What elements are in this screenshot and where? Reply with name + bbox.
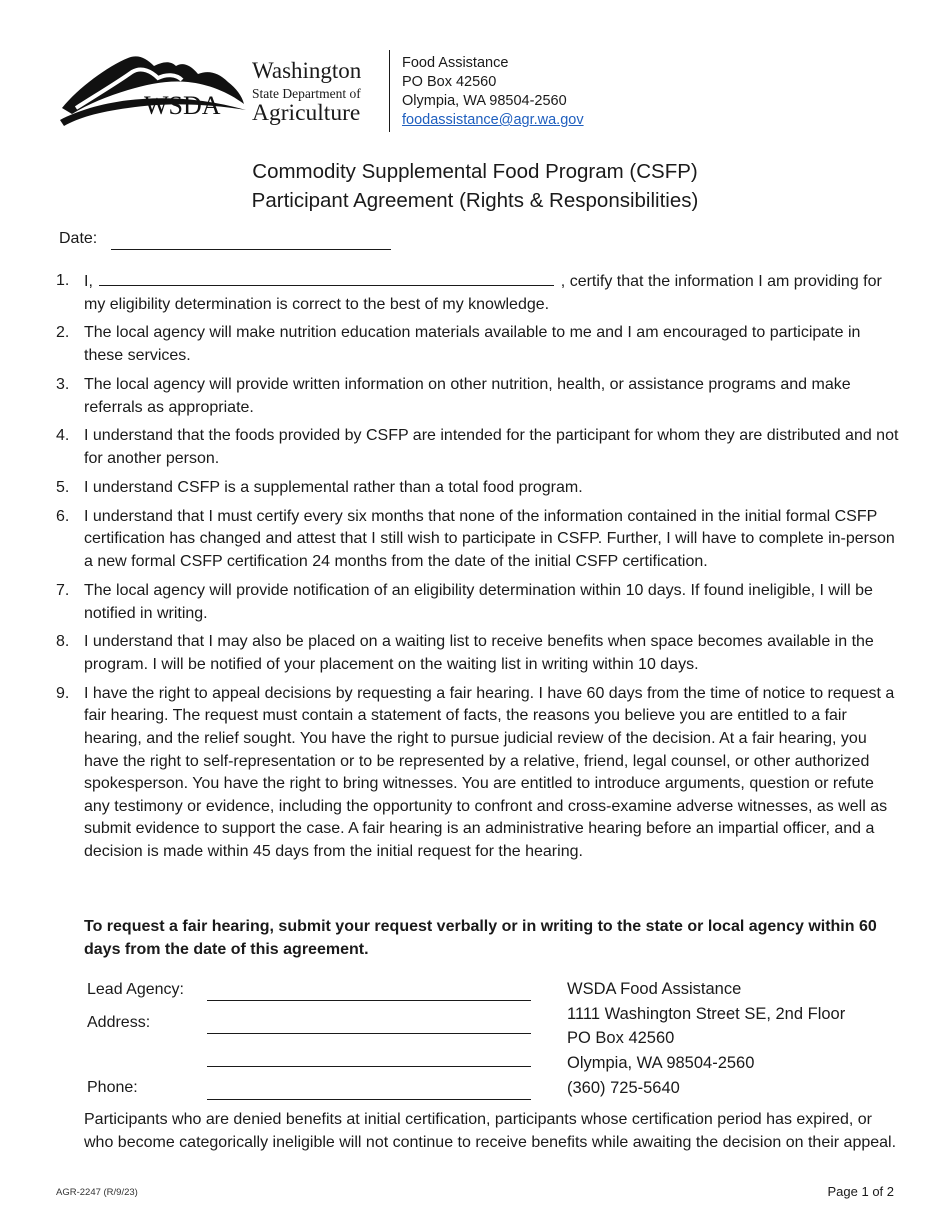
list-item bbox=[56, 322, 901, 367]
contact-email-link[interactable]: foodassistance@agr.wa.gov bbox=[402, 112, 584, 128]
item-number: 5. bbox=[56, 478, 70, 496]
list-item bbox=[56, 374, 901, 419]
list-item bbox=[56, 477, 901, 500]
agency-phone: (360) 725-5640 bbox=[567, 1079, 680, 1097]
item-number: 9. bbox=[56, 684, 70, 702]
lead-agency-field[interactable] bbox=[207, 1000, 531, 1001]
list-item bbox=[56, 683, 901, 864]
item-text-post: , certify that the information I am providing for my eligibility determination is correct to the best of my knowledge. bbox=[84, 273, 882, 313]
item-text: The local agency will make nutrition education materials available to me and I am encouraged to participate in these services. bbox=[84, 324, 861, 365]
contact-pobox: PO Box 42560 bbox=[402, 74, 497, 90]
item-number: 6. bbox=[56, 507, 70, 525]
item-text: The local agency will provide notification of an eligibility determination within 10 days. If found ineligible, I will be notified in writing. bbox=[84, 581, 873, 622]
item-text bbox=[84, 270, 901, 316]
address-field-line1[interactable] bbox=[207, 1033, 531, 1034]
agency-street: 1111 Washington Street SE, 2nd Floor bbox=[567, 1005, 846, 1023]
org-name-line2: State Department of bbox=[252, 86, 361, 101]
lead-agency-label: Lead Agency: bbox=[87, 981, 184, 998]
form-number: AGR-2247 (R/9/23) bbox=[56, 1187, 138, 1198]
item-number: 3. bbox=[56, 375, 70, 393]
item-text: I understand that I must certify every six months that none of the information contained in the initial formal CSFP certification has changed and attest that I still wish to participate in CSFP. Further, I will have to complete in-person a new formal CSFP certification 24 months from the date of the initial CSFP certification. bbox=[84, 507, 895, 571]
item-number: 2. bbox=[56, 324, 70, 342]
item-text: I understand CSFP is a supplemental rather than a total food program. bbox=[84, 478, 583, 496]
phone-label: Phone: bbox=[87, 1079, 138, 1096]
org-name-line3: Agriculture bbox=[252, 100, 361, 126]
participant-name-field[interactable] bbox=[99, 270, 554, 286]
contact-city: Olympia, WA 98504-2560 bbox=[402, 93, 567, 109]
item-number: 1. bbox=[56, 272, 70, 289]
date-field[interactable] bbox=[111, 249, 391, 250]
page-number: Page 1 of 2 bbox=[827, 1184, 894, 1199]
fair-hearing-note: To request a fair hearing, submit your request verbally or in writing to the state or local agency within 60 days from the date of this agreement. bbox=[84, 918, 877, 958]
phone-field[interactable] bbox=[207, 1099, 531, 1100]
item-text-pre: I, bbox=[84, 273, 93, 290]
list-item bbox=[56, 425, 901, 470]
document-subtitle: Participant Agreement (Rights & Responsibilities) bbox=[251, 189, 699, 212]
item-text: I have the right to appeal decisions by requesting a fair hearing. I have 60 days from the time of notice to request a fair hearing. The request must contain a statement of facts, the reasons you believe you are entitled to a fair hearing, and the relief sought. You have the right to pursue judicial review of the decision. At a fair hearing, you have the right to self-representation or to be represented by a relative, friend, legal counsel, or other authorized spokesperson. You have the right to bring witnesses. You are entitled to introduce arguments, question or refute any testimony or evidence, including the opportunity to confront and cross-examine adverse witnesses, as well as submit evidence to support the case. A fair hearing is an administrative hearing before an impartial officer, and a decision is made within 45 days from the initial request for the hearing. bbox=[84, 684, 895, 861]
list-item bbox=[56, 580, 901, 625]
agency-name: WSDA Food Assistance bbox=[567, 980, 742, 998]
org-name-line1: Washington bbox=[252, 58, 362, 83]
agency-city: Olympia, WA 98504-2560 bbox=[567, 1054, 755, 1072]
address-label: Address: bbox=[87, 1014, 151, 1031]
item-number: 8. bbox=[56, 633, 70, 651]
contact-dept: Food Assistance bbox=[402, 55, 509, 71]
item-number: 7. bbox=[56, 581, 70, 599]
item-text: The local agency will provide written information on other nutrition, health, or assistance programs and make referrals as appropriate. bbox=[84, 375, 851, 416]
address-field-line2[interactable] bbox=[207, 1066, 531, 1067]
logo-wordmark: WSDA bbox=[144, 91, 221, 120]
list-item bbox=[56, 631, 901, 676]
item-number: 4. bbox=[56, 427, 70, 445]
agency-pobox: PO Box 42560 bbox=[567, 1029, 675, 1047]
date-label: Date: bbox=[59, 230, 98, 247]
item-text: I understand that the foods provided by CSFP are intended for the participant for whom they are distributed and not for another person. bbox=[84, 427, 899, 468]
wsda-logo bbox=[58, 48, 248, 130]
agreement-list bbox=[56, 270, 901, 870]
document-title: Commodity Supplemental Food Program (CSFP) bbox=[252, 160, 698, 183]
item-text: I understand that I may also be placed on a waiting list to receive benefits when space becomes available in the program. I will be notified of your placement on the waiting list in writing within 10 days. bbox=[84, 633, 874, 673]
header-divider bbox=[389, 50, 390, 132]
list-item bbox=[56, 506, 901, 574]
list-item bbox=[56, 270, 901, 316]
appeal-footnote: Participants who are denied benefits at initial certification, participants whose certification period has expired, or who become categorically ineligible will not continue to receive benefits while awaiting the decision on their appeal. bbox=[84, 1111, 897, 1151]
